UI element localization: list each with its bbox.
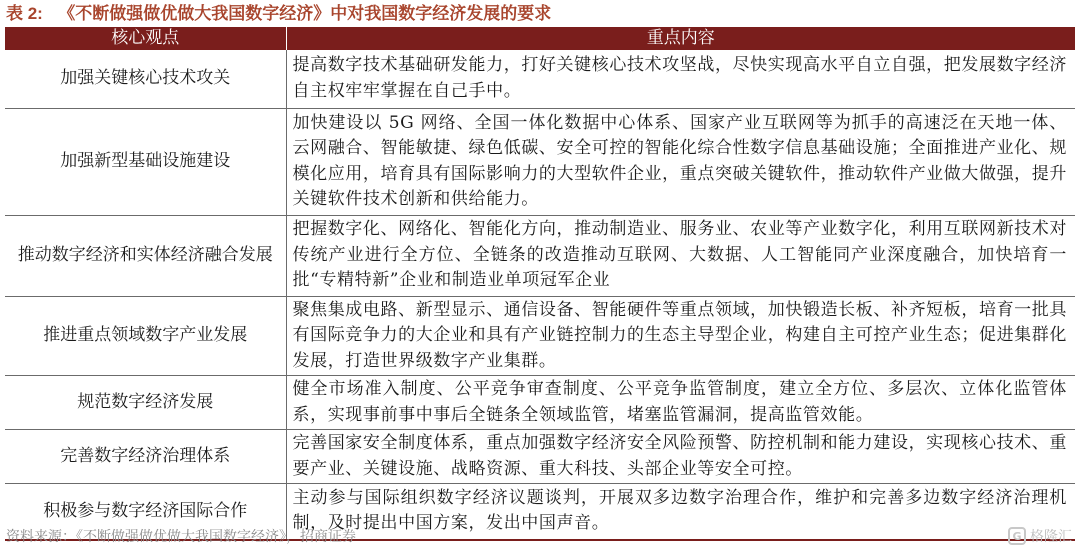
row-value: 主动参与国际组织数字经济议题谈判，开展双多边数字治理合作，维护和完善多边数字经济治理机制，及时提出中国方案，发出中国声音。	[286, 484, 1075, 540]
watermark	[1008, 525, 1072, 547]
row-key: 加强新型基础设施建设	[5, 108, 286, 215]
table-row	[5, 108, 1075, 215]
row-value: 加快建设以 5G 网络、全国一体化数据中心体系、国家产业互联网等为抓手的高速泛在天地一体、云网融合、智能敏捷、绿色低碳、安全可控的智能化综合性数字信息基础设施；全面推进产业化、规模化应用，培育具有国际影响力的大型软件企业，重点突破关键软件，推动软件产业做大做强，提升关键软件技术创新和供给能力。	[286, 108, 1075, 215]
table-row	[5, 215, 1075, 296]
row-key: 推进重点领域数字产业发展	[5, 296, 286, 376]
table-caption	[6, 2, 551, 26]
header-core-viewpoint: 核心观点	[5, 27, 286, 50]
requirements-table	[5, 27, 1075, 541]
header-key-content: 重点内容	[286, 27, 1075, 50]
table-row	[5, 50, 1075, 108]
source-note: 资料来源：《不断做强做优做大我国数字经济》，招商证券	[6, 529, 356, 545]
table-row	[5, 430, 1075, 484]
table-header-row	[5, 27, 1075, 50]
watermark-text: 格隆汇	[1030, 529, 1072, 545]
table-number: 表 2:	[6, 4, 43, 23]
watermark-logo-icon: G	[1008, 527, 1026, 545]
row-value: 提高数字技术基础研发能力，打好关键核心技术攻坚战，尽快实现高水平自立自强，把发展数字经济自主权牢牢掌握在自己手中。	[286, 50, 1075, 108]
row-value: 聚焦集成电路、新型显示、通信设备、智能硬件等重点领域，加快锻造长板、补齐短板，培育一批具有国际竞争力的大企业和具有产业链控制力的生态主导型企业，构建自主可控产业生态；促进集群化发展，打造世界级数字产业集群。	[286, 296, 1075, 376]
row-key: 积极参与数字经济国际合作	[5, 484, 286, 540]
row-value: 完善国家安全制度体系，重点加强数字经济安全风险预警、防控机制和能力建设，实现核心技术、重要产业、关键设施、战略资源、重大科技、头部企业等安全可控。	[286, 430, 1075, 484]
row-value: 把握数字化、网络化、智能化方向，推动制造业、服务业、农业等产业数字化，利用互联网新技术对传统产业进行全方位、全链条的改造推动互联网、大数据、人工智能同产业深度融合，加快培育一批“专精特新”企业和制造业单项冠军企业	[286, 215, 1075, 296]
table-row	[5, 296, 1075, 376]
row-value: 健全市场准入制度、公平竞争审查制度、公平竞争监管制度，建立全方位、多层次、立体化监管体系，实现事前事中事后全链条全领域监管，堵塞监管漏洞，提高监管效能。	[286, 376, 1075, 430]
table-row	[5, 376, 1075, 430]
row-key: 加强关键核心技术攻关	[5, 50, 286, 108]
row-key: 推动数字经济和实体经济融合发展	[5, 215, 286, 296]
row-key: 完善数字经济治理体系	[5, 430, 286, 484]
row-key: 规范数字经济发展	[5, 376, 286, 430]
table-title: 《不断做强做优做大我国数字经济》中对我国数字经济发展的要求	[58, 4, 552, 24]
